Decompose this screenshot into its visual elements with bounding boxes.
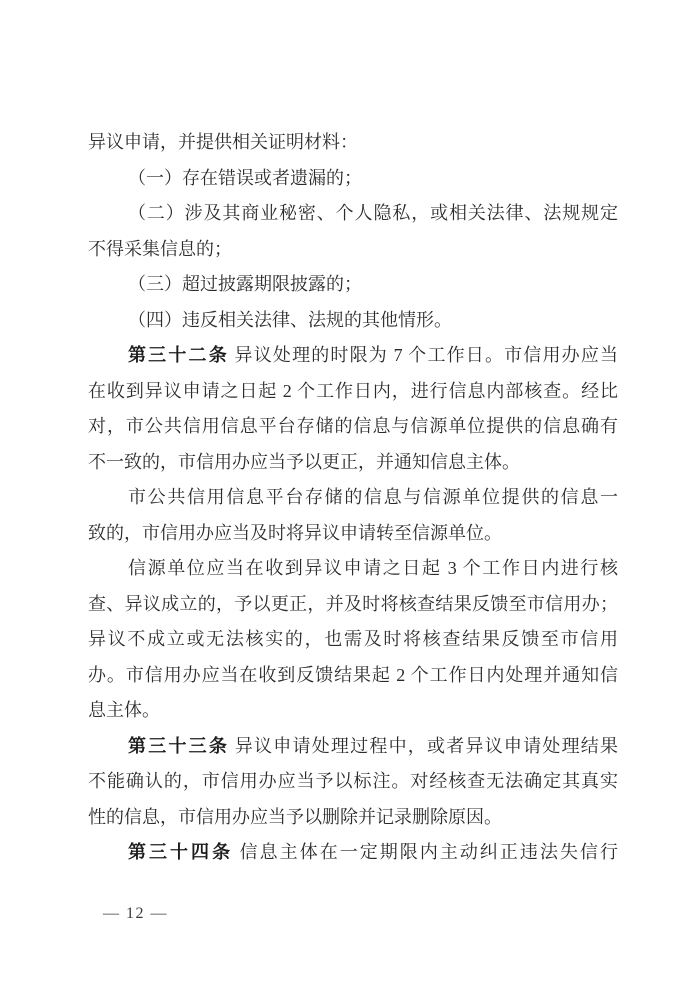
text-line: 对，市公共信用信息平台存储的信息与信源单位提供的信息确有: [88, 416, 618, 436]
text-line: 异议不成立或无法核实的，也需及时将核查结果反馈至市信用: [88, 629, 618, 649]
text-line: （三）超过披露期限披露的；: [128, 274, 362, 294]
text-line: 查、异议成立的，予以更正，并及时将核查结果反馈至市信用办；: [88, 593, 618, 614]
text-line: 不一致的，市信用办应当予以更正，并通知信息主体。: [88, 451, 520, 472]
article-line: 第三十四条 信息主体在一定期限内主动纠正违法失信行: [128, 842, 619, 862]
text-line: 办。市信用办应当在收到反馈结果起 2 个工作日内处理并通知信: [88, 664, 618, 685]
text-line: 不能确认的，市信用办应当予以标注。对经核查无法确定其真实: [88, 771, 618, 791]
article-line: 第三十三条 异议申请处理过程中，或者异议申请处理结果: [128, 735, 619, 756]
article-line: 第三十二条 异议处理的时限为 7 个工作日。市信用办应当: [128, 345, 619, 365]
text-line: 信源单位应当在收到异议申请之日起 3 个工作日内进行核: [128, 558, 618, 578]
page-number: — 12 —: [103, 905, 168, 922]
text-line: （四）违反相关法律、法规的其他情形。: [128, 309, 452, 330]
text-line: 致的，市信用办应当及时将异议申请转至信源单位。: [88, 522, 502, 543]
text-line: 不得采集信息的；: [88, 238, 232, 259]
article-number: 第三十三条: [128, 735, 230, 756]
text-line: 性的信息，市信用办应当予以删除并记录删除原因。: [88, 806, 502, 827]
text-line: （二）涉及其商业秘密、个人隐私，或相关法律、法规规定: [128, 203, 618, 223]
text-line: （一）存在错误或者遗漏的；: [128, 167, 362, 188]
text-line: 市公共信用信息平台存储的信息与信源单位提供的信息一: [128, 487, 618, 507]
article-number: 第三十二条: [128, 345, 229, 365]
text-block: [88, 125, 618, 871]
text-line: 息主体。: [88, 700, 160, 720]
text-line: 异议申请，并提供相关证明材料：: [88, 132, 358, 152]
article-number: 第三十四条: [128, 842, 234, 862]
text-line: 在收到异议申请之日起 2 个工作日内，进行信息内部核查。经比: [88, 380, 618, 401]
